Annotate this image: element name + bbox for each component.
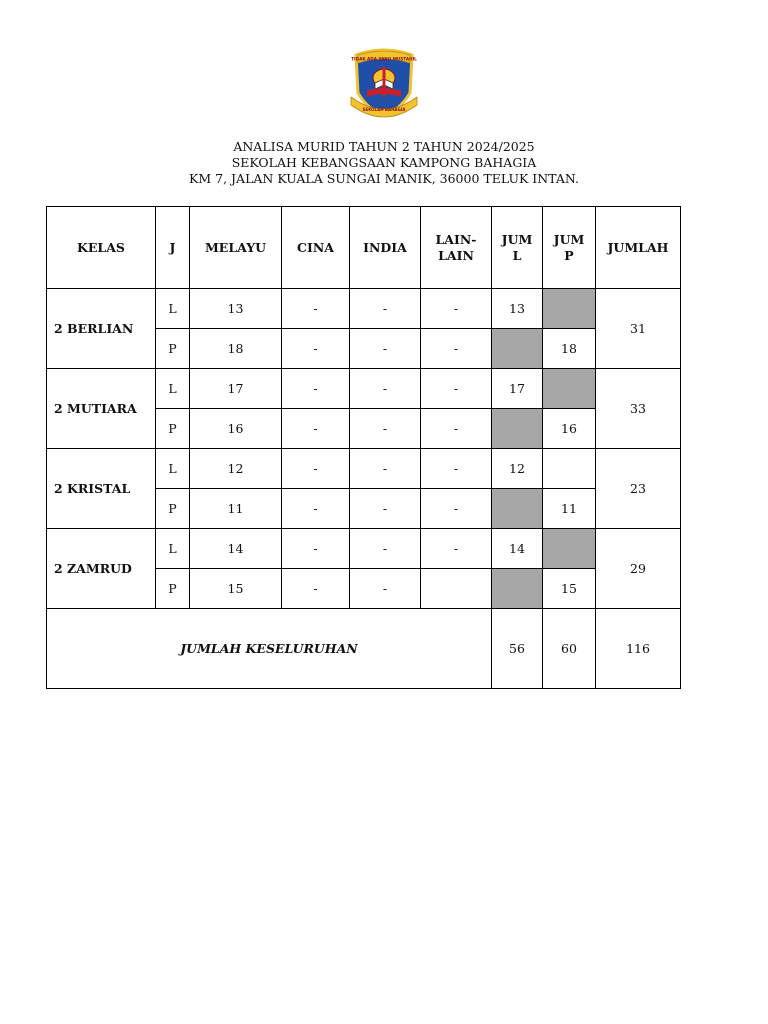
student-analysis-table xyxy=(46,206,681,689)
jum-p-cell: 11 xyxy=(543,489,596,529)
col-header-lain: LAIN- LAIN xyxy=(421,207,492,289)
school-crest xyxy=(347,45,421,119)
jum-p-cell xyxy=(543,289,596,329)
jum-l-cell xyxy=(492,409,543,449)
gender-cell: L xyxy=(156,289,190,329)
cina-cell: - xyxy=(282,449,350,489)
class-total-cell: 29 xyxy=(596,529,681,609)
col-header-cina: CINA xyxy=(282,207,350,289)
heading-address: KM 7, JALAN KUALA SUNGAI MANIK, 36000 TELUK INTAN. xyxy=(189,171,579,186)
jum-l-cell xyxy=(492,569,543,609)
india-cell: - xyxy=(350,449,421,489)
class-name: 2 MUTIARA xyxy=(47,369,156,449)
melayu-cell: 12 xyxy=(190,449,282,489)
gender-cell: P xyxy=(156,489,190,529)
table-row xyxy=(47,449,681,489)
melayu-cell: 14 xyxy=(190,529,282,569)
gender-cell: L xyxy=(156,369,190,409)
cina-cell: - xyxy=(282,489,350,529)
lain-cell: - xyxy=(421,489,492,529)
india-cell: - xyxy=(350,529,421,569)
jum-p-cell xyxy=(543,369,596,409)
grand-total-jum-p: 60 xyxy=(543,609,596,689)
grand-total-jum-l: 56 xyxy=(492,609,543,689)
india-cell: - xyxy=(350,569,421,609)
india-cell: - xyxy=(350,489,421,529)
header-row xyxy=(47,207,681,289)
class-name: 2 ZAMRUD xyxy=(47,529,156,609)
jum-p-cell xyxy=(543,449,596,489)
cina-cell: - xyxy=(282,569,350,609)
table-row xyxy=(47,369,681,409)
gender-cell: L xyxy=(156,449,190,489)
melayu-cell: 15 xyxy=(190,569,282,609)
lain-cell: - xyxy=(421,449,492,489)
india-cell: - xyxy=(350,289,421,329)
jum-l-cell: 12 xyxy=(492,449,543,489)
col-header-j: J xyxy=(156,207,190,289)
jum-l-cell: 13 xyxy=(492,289,543,329)
class-name: 2 BERLIAN xyxy=(47,289,156,369)
heading-title: ANALISA MURID TAHUN 2 TAHUN 2024/2025 xyxy=(233,139,535,154)
lain-cell: - xyxy=(421,409,492,449)
col-header-jum-p: JUM P xyxy=(543,207,596,289)
gender-cell: P xyxy=(156,569,190,609)
document-heading xyxy=(0,139,768,187)
jum-p-cell: 16 xyxy=(543,409,596,449)
table-row xyxy=(47,289,681,329)
class-total-cell: 23 xyxy=(596,449,681,529)
class-total-cell: 33 xyxy=(596,369,681,449)
svg-text:SEKOLAH BAHAGIA: SEKOLAH BAHAGIA xyxy=(362,107,406,112)
jum-l-cell xyxy=(492,489,543,529)
lain-cell: - xyxy=(421,369,492,409)
col-header-jum-l: JUM L xyxy=(492,207,543,289)
jum-p-cell: 18 xyxy=(543,329,596,369)
lain-cell: - xyxy=(421,289,492,329)
jum-l-cell: 17 xyxy=(492,369,543,409)
heading-school: SEKOLAH KEBANGSAAN KAMPONG BAHAGIA xyxy=(231,155,537,170)
gender-cell: P xyxy=(156,409,190,449)
gender-cell: P xyxy=(156,329,190,369)
india-cell: - xyxy=(350,369,421,409)
cina-cell: - xyxy=(282,529,350,569)
cina-cell: - xyxy=(282,289,350,329)
cina-cell: - xyxy=(282,409,350,449)
grand-total-jumlah: 116 xyxy=(596,609,681,689)
melayu-cell: 13 xyxy=(190,289,282,329)
cina-cell: - xyxy=(282,369,350,409)
jum-p-cell: 15 xyxy=(543,569,596,609)
col-header-melayu: MELAYU xyxy=(190,207,282,289)
india-cell: - xyxy=(350,409,421,449)
jum-p-cell xyxy=(543,529,596,569)
col-header-kelas: KELAS xyxy=(47,207,156,289)
melayu-cell: 16 xyxy=(190,409,282,449)
cina-cell: - xyxy=(282,329,350,369)
col-header-jumlah: JUMLAH xyxy=(596,207,681,289)
lain-cell: - xyxy=(421,329,492,369)
lain-cell xyxy=(421,569,492,609)
grand-total-label: JUMLAH KESELURUHAN xyxy=(47,609,492,689)
melayu-cell: 18 xyxy=(190,329,282,369)
table-row xyxy=(47,529,681,569)
grand-total-row xyxy=(47,609,681,689)
class-rows xyxy=(47,289,681,609)
svg-text:TIDAK ADA YANG MUSTAHIL: TIDAK ADA YANG MUSTAHIL xyxy=(351,56,417,62)
melayu-cell: 17 xyxy=(190,369,282,409)
class-total-cell: 31 xyxy=(596,289,681,369)
lain-cell: - xyxy=(421,529,492,569)
col-header-india: INDIA xyxy=(350,207,421,289)
melayu-cell: 11 xyxy=(190,489,282,529)
india-cell: - xyxy=(350,329,421,369)
gender-cell: L xyxy=(156,529,190,569)
jum-l-cell: 14 xyxy=(492,529,543,569)
jum-l-cell xyxy=(492,329,543,369)
class-name: 2 KRISTAL xyxy=(47,449,156,529)
